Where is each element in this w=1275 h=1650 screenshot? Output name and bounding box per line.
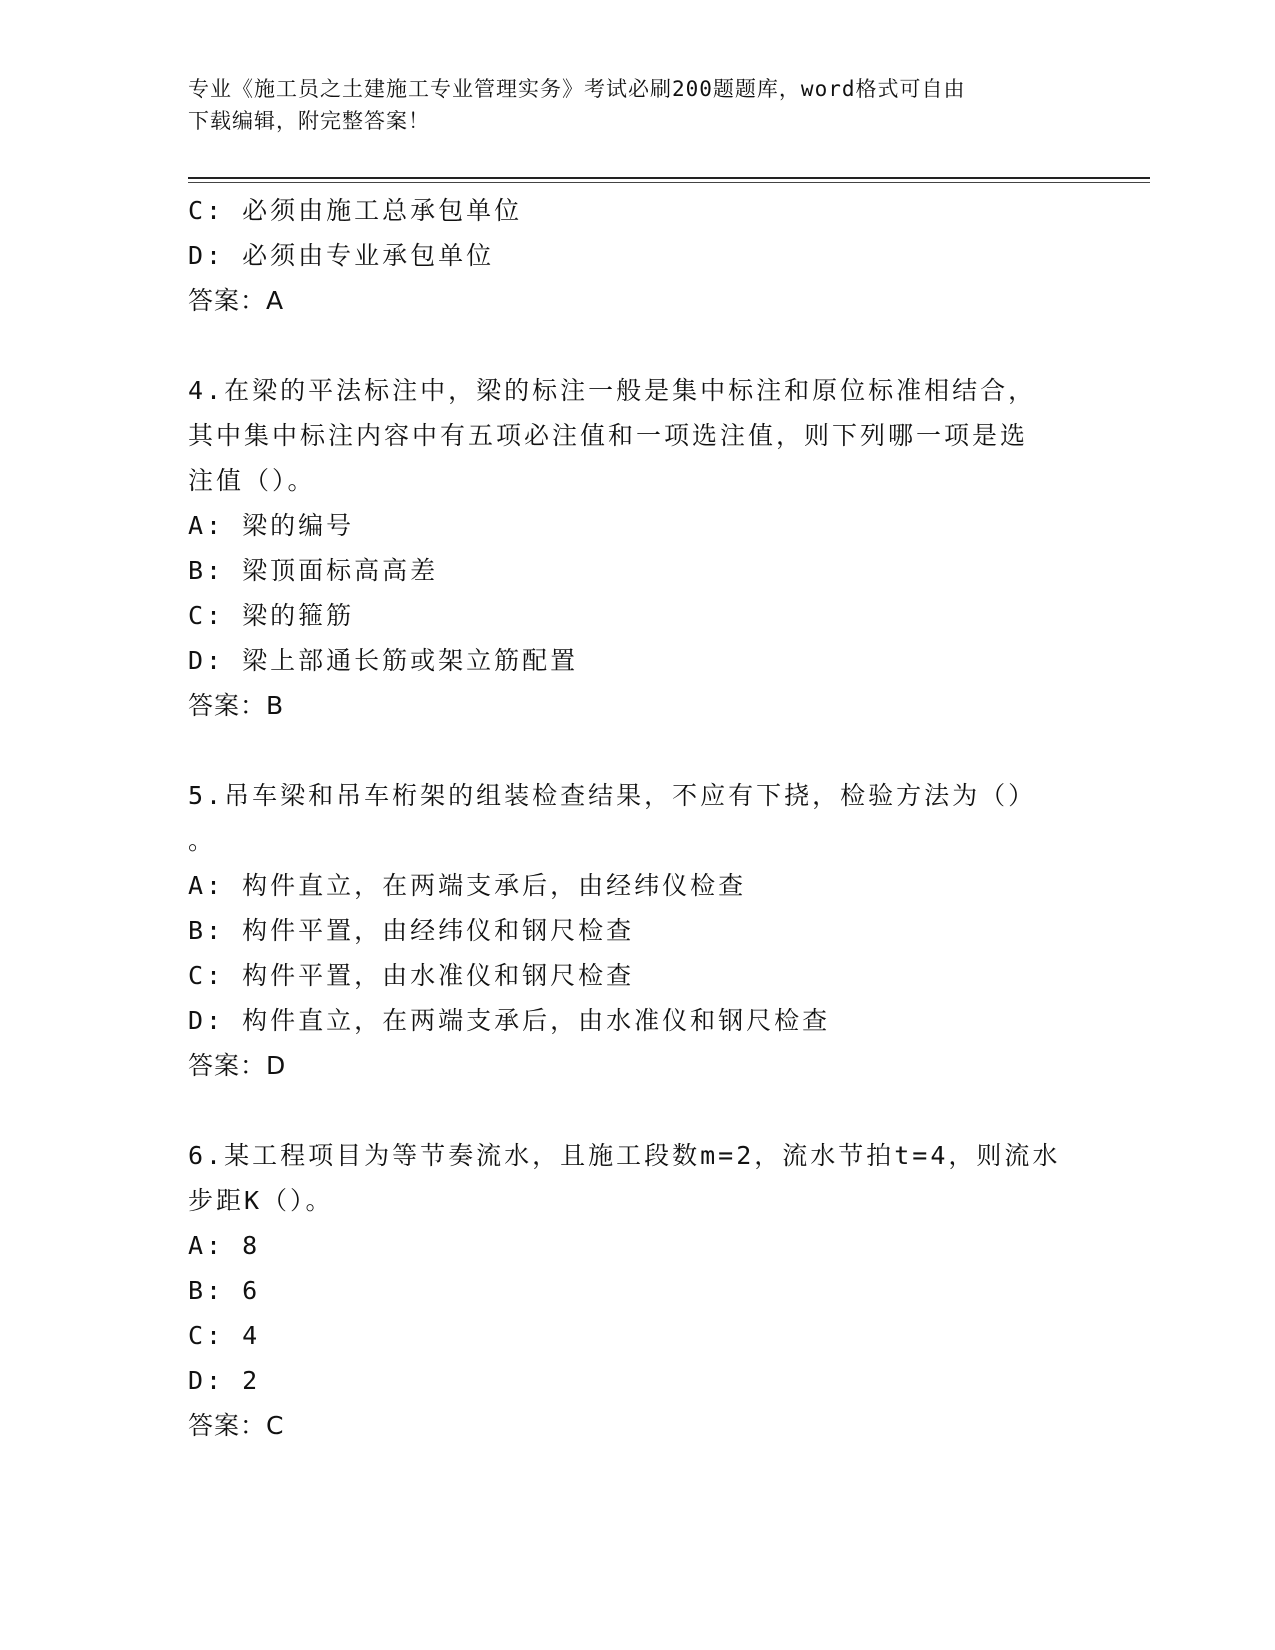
option-d: D: 必须由专业承包单位: [188, 241, 495, 270]
option-d: D: 梁上部通长筋或架立筋配置: [188, 646, 579, 675]
answer-line: 答案：C: [188, 1411, 285, 1440]
option-a: A: 梁的编号: [188, 511, 355, 540]
question-stem-line: 。: [188, 826, 217, 855]
option-a: A: 8: [188, 1231, 261, 1260]
option-c: C: 必须由施工总承包单位: [188, 196, 523, 225]
option-a: A: 构件直立，在两端支承后，由经纬仪检查: [188, 871, 747, 900]
header-rule-thick: [188, 177, 1150, 179]
answer-line: 答案：A: [188, 286, 285, 315]
question-stem-line: 4.在梁的平法标注中，梁的标注一般是集中标注和原位标准相结合，: [188, 376, 1037, 405]
question-6: [188, 1133, 1088, 1448]
answer-line: 答案：D: [188, 1051, 287, 1080]
spacer: [188, 323, 1088, 368]
option-c: C: 构件平置，由水准仪和钢尺检查: [188, 961, 635, 990]
header-rule-thin: [188, 182, 1150, 183]
option-c: C: 4: [188, 1321, 261, 1350]
header-line-2: 下载编辑，附完整答案！: [188, 109, 430, 133]
question-5: [188, 773, 1088, 1088]
question-stem-line: 5.吊车梁和吊车桁架的组装检查结果，不应有下挠，检验方法为（）: [188, 781, 1037, 810]
spacer: [188, 728, 1088, 773]
question-stem-line: 其中集中标注内容中有五项必注值和一项选注值，则下列哪一项是选: [188, 421, 1029, 450]
header-line-1: 专业《施工员之土建施工专业管理实务》考试必刷200题题库，word格式可自由: [188, 77, 966, 101]
document-header: [188, 73, 1078, 137]
question-4: [188, 368, 1088, 728]
option-d: D: 构件直立，在两端支承后，由水准仪和钢尺检查: [188, 1006, 831, 1035]
question-3: [188, 188, 1088, 323]
question-stem-line: 步距K（）。: [188, 1186, 334, 1215]
spacer: [188, 1088, 1088, 1133]
question-list: [188, 188, 1088, 1448]
option-b: B: 梁顶面标高高差: [188, 556, 439, 585]
option-c: C: 梁的箍筋: [188, 601, 355, 630]
question-stem-line: 注值（）。: [188, 466, 316, 495]
answer-line: 答案：B: [188, 691, 285, 720]
option-d: D: 2: [188, 1366, 261, 1395]
option-b: B: 6: [188, 1276, 261, 1305]
question-stem-line: 6.某工程项目为等节奏流水，且施工段数m=2，流水节拍t=4，则流水: [188, 1141, 1061, 1170]
option-b: B: 构件平置，由经纬仪和钢尺检查: [188, 916, 635, 945]
